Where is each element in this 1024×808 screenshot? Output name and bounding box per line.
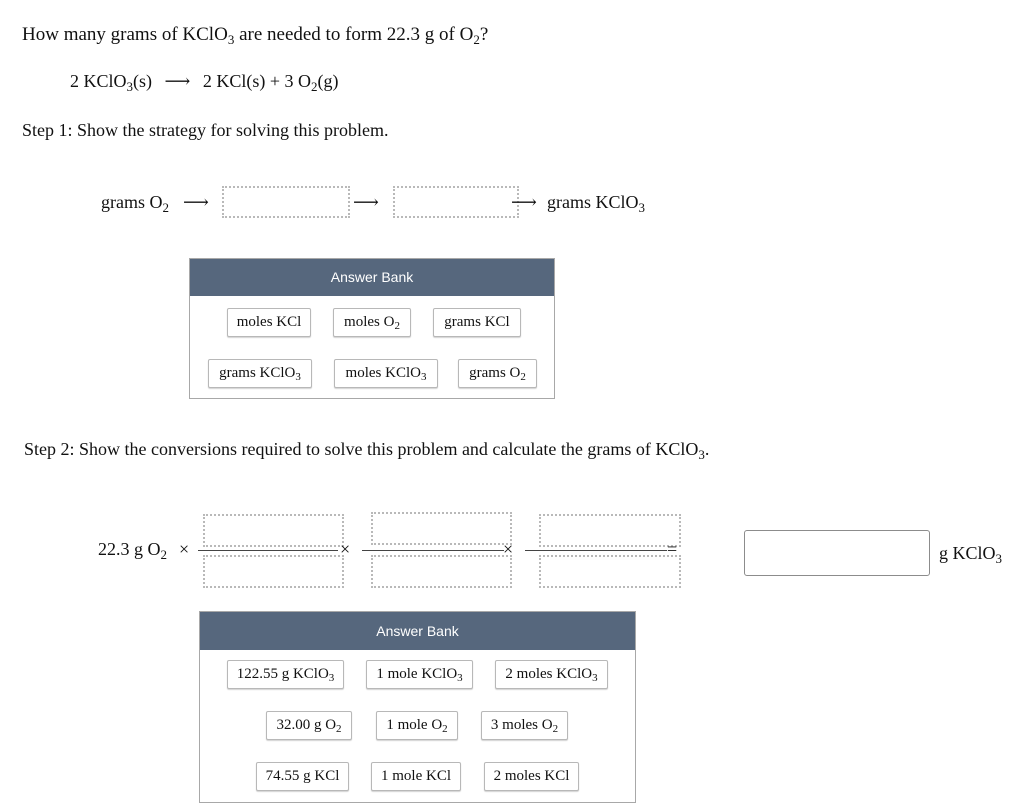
chip-sub: 3 (295, 371, 301, 383)
reaction-equation (70, 71, 338, 95)
step1-drop-slot-1[interactable] (222, 186, 350, 218)
bank2-chip-3-moles-o2[interactable] (481, 711, 568, 740)
equation-products: 2 KCl(s) + 3 O (202, 71, 311, 91)
chip-text: moles O (344, 314, 395, 330)
fraction2-denominator-slot[interactable] (371, 555, 512, 588)
question-suffix: ? (479, 24, 489, 45)
chip-sub: 3 (420, 371, 427, 383)
chip-text: 32.00 g O (276, 717, 337, 733)
fraction1-numerator-slot[interactable] (203, 514, 344, 547)
chip-text: 1 mole KClO (376, 666, 458, 682)
chip-text: 3 moles O (490, 717, 553, 733)
chip-text: 2 moles KClO (505, 666, 593, 682)
step2-title-text: Step 2: Show the conversions required to solve this problem and calculate the grams of KClO (24, 439, 699, 459)
fraction3-denominator-slot[interactable] (539, 555, 681, 588)
chip-sub: 2 (336, 723, 342, 735)
bank2-chip-122-55-g-kclo3[interactable] (227, 660, 344, 689)
step1-end-text: grams KClO (547, 192, 639, 212)
equals-sign: = (667, 539, 678, 559)
bank1-chip-moles-kcl[interactable] (227, 308, 311, 337)
question-prefix-sub: 3 (227, 32, 235, 47)
question-text (22, 24, 488, 48)
chip-text: 1 mole O (386, 717, 443, 733)
step2-title (24, 439, 709, 463)
step1-drop-slot-2[interactable] (393, 186, 519, 218)
chip-text: moles KClO (345, 365, 421, 381)
step1-arrow-2: ⟶ (353, 192, 379, 212)
bank1-chip-moles-o2[interactable] (333, 308, 411, 337)
answer-bank-1-header: Answer Bank (190, 259, 554, 296)
answer-bank-2-header: Answer Bank (200, 612, 635, 650)
question-prefix: How many grams of KClO (22, 24, 228, 45)
bank2-chip-1-mole-o2[interactable] (376, 711, 458, 740)
equation-products-state: (g) (317, 71, 339, 91)
chip-text: grams KClO (219, 365, 296, 381)
chip-sub: 3 (592, 672, 598, 684)
equation-reactant-state: (s) (133, 71, 153, 91)
chip-sub: 2 (442, 723, 448, 735)
bank2-chip-2-moles-kcl[interactable] (484, 762, 579, 791)
chip-text: moles KCl (236, 314, 302, 330)
step2-start-sub: 2 (160, 547, 167, 562)
times-sign-2: × (340, 539, 351, 559)
bank2-chip-32-00-g-o2[interactable] (266, 711, 352, 740)
chip-sub: 2 (520, 371, 526, 383)
answer-input[interactable] (744, 530, 930, 576)
step1-arrow-3: ⟶ (511, 192, 537, 212)
step2-start-text: 22.3 g O (98, 539, 161, 559)
step1-start-sub: 2 (162, 200, 169, 215)
step1-arrow-1: ⟶ (183, 192, 209, 212)
fraction2-numerator-slot[interactable] (371, 512, 512, 545)
step1-title: Step 1: Show the strategy for solving this problem. (22, 120, 389, 140)
bank2-chip-1-mole-kcl[interactable] (371, 762, 461, 791)
fraction1-denominator-slot[interactable] (203, 555, 344, 588)
equation-reactant-sub: 3 (126, 79, 134, 94)
question-mid: are needed to form 22.3 g of O (234, 24, 474, 45)
bank1-chip-grams-kclo3[interactable] (208, 359, 312, 388)
bank1-chip-grams-o2[interactable] (458, 359, 537, 388)
answer-unit-label (939, 543, 1002, 567)
equation-arrow: ⟶ (164, 71, 191, 91)
step1-start-text: grams O (101, 192, 163, 212)
bank1-chip-grams-kcl[interactable] (433, 308, 521, 337)
chip-text: 1 mole KCl (381, 768, 451, 784)
chip-sub: 3 (457, 672, 463, 684)
step1-end-label (547, 192, 645, 216)
chip-text: 122.55 g KClO (236, 666, 329, 682)
step2-title-suffix: . (704, 439, 710, 459)
times-sign-1: × (179, 539, 190, 559)
chip-text: grams KCl (444, 314, 510, 330)
fraction2-bar (362, 550, 504, 551)
question-mid-sub: 2 (473, 32, 480, 47)
step2-title-sub: 3 (698, 447, 705, 462)
step1-start-label (101, 192, 169, 216)
fraction3-bar (525, 550, 667, 551)
fraction1-bar (198, 550, 338, 551)
step1-end-sub: 3 (638, 200, 645, 215)
chip-sub: 2 (552, 723, 559, 735)
answer-bank-2 (199, 611, 636, 803)
bank2-chip-74-55-g-kcl[interactable] (256, 762, 349, 791)
equation-products-sub: 2 (310, 79, 318, 94)
answer-bank-1 (189, 258, 555, 399)
step2-start-value (98, 539, 167, 563)
chip-sub: 3 (328, 672, 335, 684)
chip-text: 74.55 g KCl (265, 768, 340, 784)
answer-unit-text: g KClO (939, 543, 996, 563)
bank2-chip-2-moles-kclo3[interactable] (495, 660, 608, 689)
bank1-chip-moles-kclo3[interactable] (334, 359, 438, 388)
fraction3-numerator-slot[interactable] (539, 514, 681, 547)
bank2-chip-1-mole-kclo3[interactable] (366, 660, 473, 689)
answer-unit-sub: 3 (995, 551, 1003, 566)
chip-text: 2 moles KCl (493, 768, 570, 784)
chip-text: grams O (469, 365, 521, 381)
chip-sub: 2 (394, 320, 400, 332)
times-sign-3: × (503, 539, 514, 559)
equation-reactant: 2 KClO (70, 71, 127, 91)
